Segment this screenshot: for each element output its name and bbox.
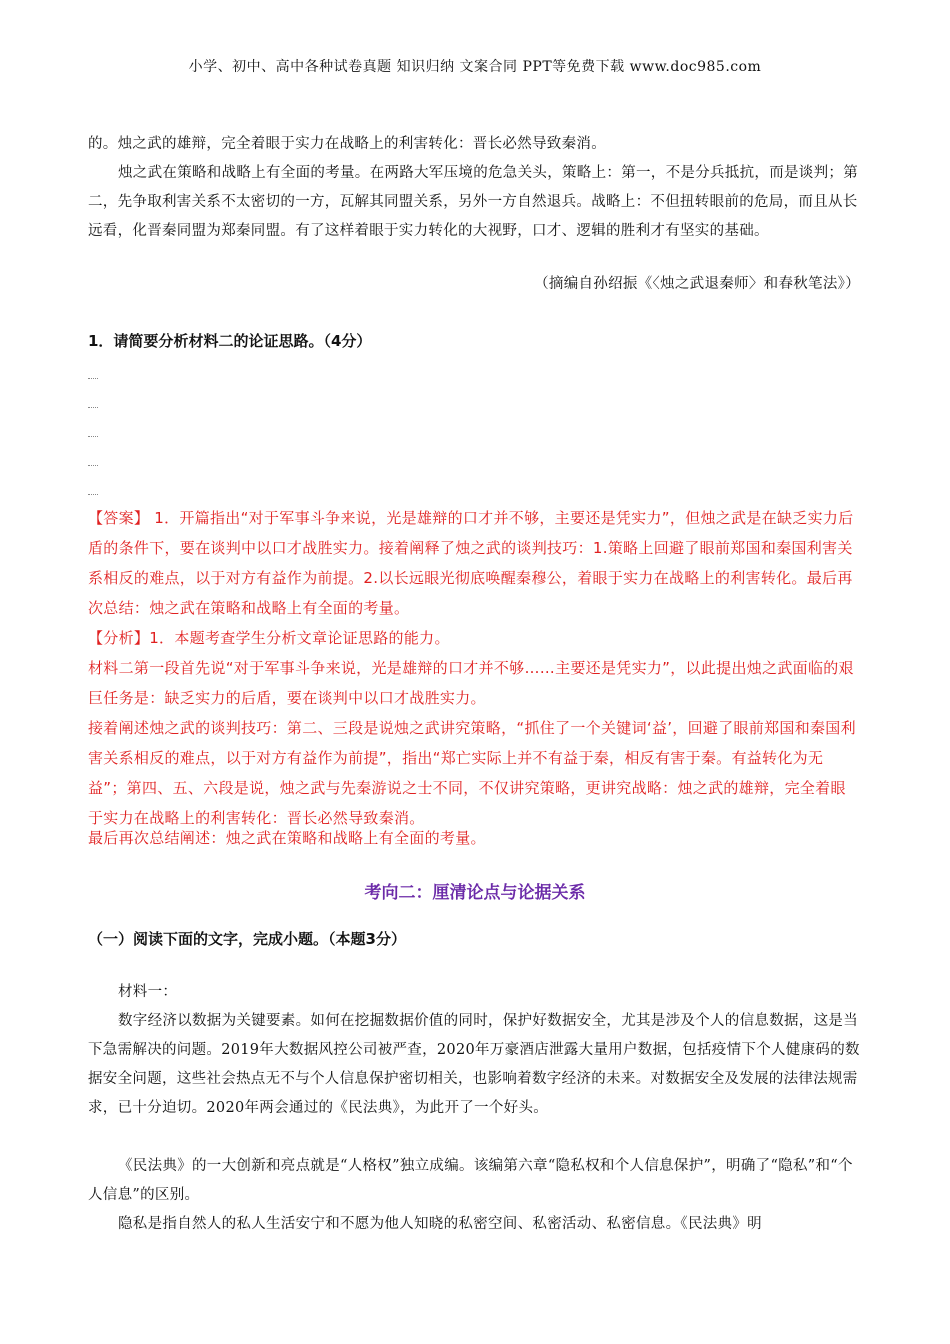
answer-block: 【答案】 1．开篇指出“对于军事斗争来说，光是雄辩的口才并不够，主要还是凭实力”，但烛之武是在缺乏实力后盾的条件下，要在谈判中以口才战胜实力。接着阐释了烛之武的谈判技巧：1.策略上回避了眼前郑国和秦国利害关系相反的难点，以于对方有益作为前提。2.以长远眼光彻底唤醒秦穆公，着眼于实力在战略上的利害转化。最后再次总结：烛之武在策略和战略上有全面的考量。 — [88, 509, 854, 617]
page-header: 小学、初中、高中各种试卷真题 知识归纳 文案合同 PPT等免费下载 www.doc985.com — [188, 59, 762, 75]
material-paragraph: 的。烛之武的雄辩，完全着眼于实力在战略上的利害转化：晋长必然导致秦消。 — [88, 136, 606, 152]
section-title: 考向二：厘清论点与论据关系 — [364, 883, 586, 903]
source-citation: （摘编自孙绍振《〈烛之武退秦师〉和春秋笔法》） — [534, 276, 860, 292]
answer-blank-line — [88, 407, 98, 409]
material-paragraph: 烛之武在策略和战略上有全面的考量。在两路大军压境的危急关头，策略上：第一，不是分兵抵抗，而是谈判；第二，先争取利害关系不太密切的一方，瓦解其同盟关系，另外一方自然退兵。战略上：不但扭转眼前的危局，而且从长远看，化晋秦同盟为郑秦同盟。有了这样着眼于实力转化的大视野，口才、逻辑的胜利才有坚实的基础。 — [88, 165, 858, 239]
analysis-paragraph: 材料二第一段首先说“对于军事斗争来说，光是雄辩的口才并不够……主要还是凭实力”，以此提出烛之武面临的艰巨任务是：缺乏实力的后盾，要在谈判中以口才战胜实力。 — [88, 659, 854, 707]
answer-blank-line — [88, 378, 98, 380]
analysis-paragraph: 最后再次总结阐述：烛之武在策略和战略上有全面的考量。 — [88, 829, 486, 847]
answer-blank-line — [88, 436, 98, 438]
answer-blank-line — [88, 465, 98, 467]
answer-blank-line — [88, 494, 98, 496]
material-paragraph: 《民法典》的一大创新和亮点就是“人格权”独立成编。该编第六章“隐私权和个人信息保护”，明确了“隐私”和“个人信息”的区别。 — [88, 1158, 853, 1203]
analysis-paragraph: 接着阐述烛之武的谈判技巧：第二、三段是说烛之武讲究策略，“抓住了一个关键词‘益’，回避了眼前郑国和秦国利害关系相反的难点，以于对方有益作为前提”，指出“郑亡实际上并不有益于秦，相反有害于秦。有益转化为无益”；第四、五、六段是说，烛之武与先秦游说之士不同，不仅讲究策略，更讲究战略：烛之武的雄辩，完全着眼于实力在战略上的利害转化：晋长必然导致秦消。 — [88, 719, 856, 827]
material-paragraph: 隐私是指自然人的私人生活安宁和不愿为他人知晓的私密空间、私密活动、私密信息。《民法典》明 — [118, 1216, 762, 1232]
question-heading: 1．请简要分析材料二的论证思路。（4分） — [88, 332, 372, 350]
section-subtitle: （一）阅读下面的文字，完成小题。（本题3分） — [88, 930, 406, 948]
analysis-heading: 【分析】1．本题考查学生分析文章论证思路的能力。 — [88, 629, 450, 647]
material-label: 材料一： — [118, 984, 178, 1000]
material-paragraph: 数字经济以数据为关键要素。如何在挖掘数据价值的同时，保护好数据安全，尤其是涉及个人的信息数据，这是当下急需解决的问题。2019年大数据风控公司被严查，2020年万豪酒店泄露大量用户数据，包括疫情下个人健康码的数据安全问题，这些社会热点无不与个人信息保护密切相关，也影响着数字经济的未来。对数据安全及发展的法律法规需求，已十分迫切。2020年两会通过的《民法典》，为此开了一个好头。 — [88, 1013, 860, 1116]
